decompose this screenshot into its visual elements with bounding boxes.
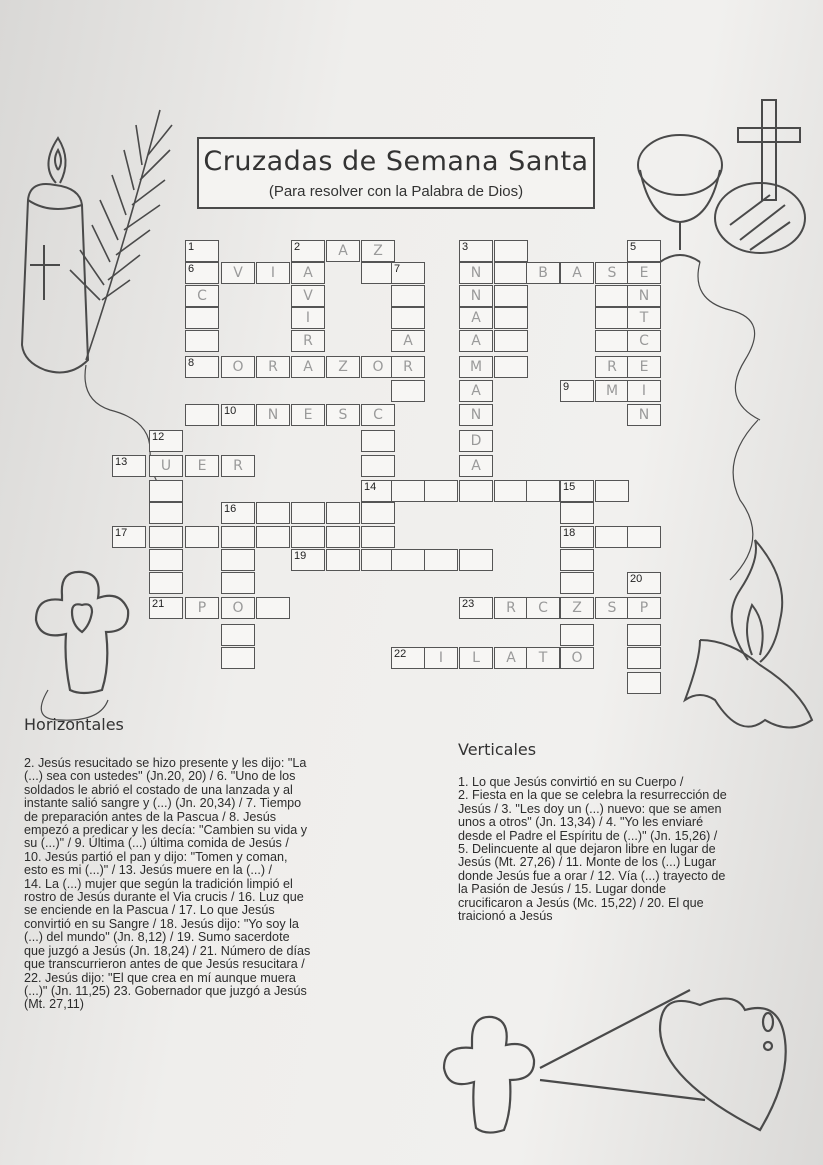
crossword-cell[interactable] [185,285,219,307]
crossword-cell[interactable] [149,549,183,571]
crossword-cell[interactable] [424,480,458,502]
crossword-cell[interactable] [459,549,493,571]
crossword-cell[interactable] [459,307,493,329]
crossword-cell[interactable] [361,526,395,548]
crossword-cell[interactable] [221,356,255,378]
crossword-cell[interactable] [112,455,146,477]
crossword-cell[interactable] [391,330,425,352]
crossword-cell[interactable] [221,404,255,426]
crossword-cell[interactable] [149,572,183,594]
pencil-letter: O [571,650,583,666]
crossword-cell[interactable] [627,262,661,284]
crossword-cell[interactable] [560,380,594,402]
cross-heart-bottom-icon [444,990,786,1133]
crossword-cell[interactable] [391,262,425,284]
crossword-cell[interactable] [459,480,493,502]
clue-number: 1 [188,241,195,253]
crossword-cell[interactable] [291,549,325,571]
pencil-letter: P [197,600,207,616]
crossword-cell[interactable] [595,380,629,402]
pencil-letter: I [438,650,444,666]
clue-number: 7 [394,263,401,275]
crossword-cell[interactable] [149,430,183,452]
crossword-cell[interactable] [221,597,255,619]
crossword-cell[interactable] [291,526,325,548]
pencil-letter: C [538,600,548,616]
crossword-cell[interactable] [595,480,629,502]
crossword-cell[interactable] [185,455,219,477]
crossword-cell[interactable] [494,480,528,502]
crossword-cell[interactable] [560,647,594,669]
crossword-cell[interactable] [149,480,183,502]
crossword-cell[interactable] [627,624,661,646]
crossword-cell[interactable] [185,404,219,426]
pencil-letter: I [270,265,276,281]
crossword-cell[interactable] [185,262,219,284]
crossword-cell[interactable] [560,480,594,502]
crossword-cell[interactable] [595,262,629,284]
pencil-letter: C [639,333,649,349]
pencil-letter: D [470,433,482,449]
pencil-letter: V [303,288,313,304]
crossword-cell[interactable] [459,380,493,402]
pencil-letter: A [471,333,481,349]
crossword-cell[interactable] [459,262,493,284]
crossword-cell[interactable] [459,240,493,262]
pencil-letter: L [472,650,480,666]
crossword-cell[interactable] [627,404,661,426]
verticales-clues: 1. Lo que Jesús convirtió en su Cuerpo / 2. Fiesta en la que se celebra la resurrección de Jesús / 3. "Les doy un (...) nuevo: que se amen unos a otros" (Jn. 13,34) / 4. "Yo les enviaré desde el Padre el Espíritu de (...)" (Jn. 15,26) / 5. Delincuente al que dejaron libre en lugar de Jesús (Mt. 27,26) / 11. Monte de los (...) Lugar donde Jesús fue a orar / 12. Vía (...) trayecto de la Pasión de Jesús / 15. Lugar donde crucificaron a Jesús (Mc. 15,22) / 20. El que traicionó a Jesús [458,775,727,924]
pencil-letter: O [232,600,244,616]
crossword-cell[interactable] [627,526,661,548]
pencil-letter: S [607,600,617,616]
crossword-cell[interactable] [560,526,594,548]
crossword-cell[interactable] [459,285,493,307]
pencil-letter: R [403,359,413,375]
pencil-letter: N [470,265,482,281]
crossword-cell[interactable] [391,480,425,502]
crossword-cell[interactable] [526,262,560,284]
crossword-cell[interactable] [560,572,594,594]
crossword-cell[interactable] [185,356,219,378]
clue-number: 9 [563,381,570,393]
pencil-letter: E [303,407,313,423]
clue-number: 6 [188,263,195,275]
crossword-cell[interactable] [326,356,360,378]
horizontales-clues: 2. Jesús resucitado se hizo presente y les dijo: "La (...) sea con ustedes" (Jn.20, 20) / 6. "Uno de los soldados le abrió el costado de una lanzada y al instante salió sangre y (...) (Jn. 20,34) / 7. Tiempo de preparación antes de la Pascua / 8. Jesús empezó a predicar y les decía: "Cambien su vida y su (...)" / 9. Última (...) última comida de Jesús / 10. Jesús partió el pan y dijo: "Tomen y coman, esto es mi (...)" / 13. Jesús muere en la (...) / 14. La (...) mujer que según la tradición limpió el rostro de Jesús durante el Via crucis / 16. Luz que se enciende en la Pascua / 17. Lo que Jesús convirtió en su Sangre / 18. Jesús dijo: "Yo soy la (...) del mundo" (Jn. 8,12) / 19. Sumo sacerdote que juzgó a Jesús (Jn. 18,24) / 21. Número de días que transcurrieron antes de que Jesús resucitara / 22. Jesús dijo: "El que crea en mí aunque muera (...)" (Jn. 11,25) 23. Gobernador que juzgó a Jesús (Mt. 27,11) [24,756,311,1012]
pencil-letter: N [638,407,650,423]
pencil-letter: R [233,458,243,474]
pencil-letter: O [232,359,244,375]
title-box [197,137,595,209]
clue-number: 20 [630,573,643,585]
crossword-cell[interactable] [149,597,183,619]
pencil-letter: A [303,265,313,281]
pencil-letter: O [372,359,384,375]
pencil-letter: R [268,359,278,375]
crossword-cell[interactable] [361,430,395,452]
crossword-cell[interactable] [221,549,255,571]
clue-number: 16 [224,503,237,515]
crossword-cell[interactable] [256,597,290,619]
crossword-cell[interactable] [185,526,219,548]
pencil-letter: A [471,383,481,399]
pencil-letter: A [403,333,413,349]
crossword-cell[interactable] [256,262,290,284]
crossword-cell[interactable] [459,430,493,452]
crossword-cell[interactable] [112,526,146,548]
pencil-letter: T [538,650,548,666]
crossword-cell[interactable] [595,526,629,548]
clue-number: 2 [294,241,301,253]
crossword-cell[interactable] [627,307,661,329]
pencil-letter: S [607,265,617,281]
pencil-letter: N [267,407,279,423]
crossword-cell[interactable] [291,240,325,262]
pencil-letter: N [470,288,482,304]
crossword-cell[interactable] [326,240,360,262]
crossword-cell[interactable] [627,330,661,352]
verticales-heading: Verticales [458,740,537,759]
crossword-cell[interactable] [595,356,629,378]
crossword-cell[interactable] [326,404,360,426]
pencil-letter: A [506,650,516,666]
crossword-cell[interactable] [391,647,425,669]
crossword-cell[interactable] [391,380,425,402]
crossword-cell[interactable] [424,647,458,669]
pencil-letter: N [470,407,482,423]
clue-number: 21 [152,598,165,610]
crossword-cell[interactable] [459,647,493,669]
pencil-letter: T [639,310,649,326]
pencil-letter: R [506,600,516,616]
pencil-letter: B [538,265,548,281]
pencil-letter: Z [572,600,582,616]
crossword-cell[interactable] [361,455,395,477]
pencil-letter: E [197,458,207,474]
crossword-cell[interactable] [595,307,629,329]
clue-number: 3 [462,241,469,253]
clue-number: 5 [630,241,637,253]
crossword-cell[interactable] [326,526,360,548]
crossword-cell[interactable] [149,455,183,477]
pencil-letter: S [338,407,348,423]
crossword-cell[interactable] [185,240,219,262]
clue-number: 18 [563,527,576,539]
crossword-cell[interactable] [391,356,425,378]
crossword-cell[interactable] [291,330,325,352]
crossword-cell[interactable] [526,480,560,502]
dove-flame-icon [685,540,812,728]
crossword-cell[interactable] [221,526,255,548]
crossword-cell[interactable] [494,356,528,378]
crossword-cell[interactable] [361,240,395,262]
crossword-cell[interactable] [459,356,493,378]
clue-number: 13 [115,456,128,468]
pencil-letter: E [639,265,649,281]
crossword-cell[interactable] [494,307,528,329]
crossword-cell[interactable] [627,647,661,669]
crossword-cell[interactable] [595,597,629,619]
crossword-cell[interactable] [221,624,255,646]
crossword-cell[interactable] [391,549,425,571]
pencil-letter: E [639,359,649,375]
crossword-cell[interactable] [361,480,395,502]
pencil-letter: U [160,458,172,474]
chalice-bread-cross-icon [638,100,805,420]
crossword-cell[interactable] [221,572,255,594]
crossword-cell[interactable] [459,455,493,477]
crossword-cell[interactable] [494,262,528,284]
pencil-letter: A [471,310,481,326]
crossword-cell[interactable] [326,549,360,571]
crossword-cell[interactable] [494,597,528,619]
pencil-letter: M [605,383,619,399]
pencil-letter: R [607,359,617,375]
crossword-cell[interactable] [185,330,219,352]
crossword-cell[interactable] [291,262,325,284]
crossword-cell[interactable] [459,597,493,619]
crossword-cell[interactable] [627,285,661,307]
pencil-letter: C [197,288,207,304]
crossword-cell[interactable] [361,356,395,378]
crossword-cell[interactable] [494,285,528,307]
crossword-cell[interactable] [291,307,325,329]
crossword-cell[interactable] [291,502,325,524]
clue-number: 22 [394,648,407,660]
crossword-cell[interactable] [494,330,528,352]
crossword-cell[interactable] [494,647,528,669]
crossword-cell[interactable] [627,356,661,378]
crossword-cell[interactable] [560,624,594,646]
crossword-cell[interactable] [526,647,560,669]
crossword-cell[interactable] [424,549,458,571]
crossword-cell[interactable] [595,285,629,307]
crossword-cell[interactable] [361,262,395,284]
pencil-letter: A [303,359,313,375]
cross-heart-icon [36,572,128,720]
clue-number: 23 [462,598,475,610]
crossword-cell[interactable] [221,455,255,477]
pencil-letter: M [469,359,483,375]
crossword-cell[interactable] [256,526,290,548]
pencil-letter: P [639,600,649,616]
crossword-cell[interactable] [185,597,219,619]
crossword-cell[interactable] [149,502,183,524]
crossword-cell[interactable] [560,597,594,619]
crossword-cell[interactable] [391,285,425,307]
clue-number: 17 [115,527,128,539]
crossword-cell[interactable] [391,307,425,329]
clue-number: 12 [152,431,165,443]
crossword-cell[interactable] [256,502,290,524]
pencil-letter: I [641,383,647,399]
pencil-letter: Z [338,359,348,375]
crossword-cell[interactable] [627,672,661,694]
crossword-cell[interactable] [560,502,594,524]
pencil-letter: C [373,407,383,423]
crossword-cell[interactable] [256,356,290,378]
pencil-letter: I [305,310,311,326]
crossword-cell[interactable] [459,404,493,426]
pencil-letter: N [638,288,650,304]
crossword-cell[interactable] [361,549,395,571]
crossword-cell[interactable] [560,262,594,284]
page-title: Cruzadas de Semana Santa [203,146,589,177]
crossword-cell[interactable] [627,240,661,262]
crossword-cell[interactable] [595,330,629,352]
pencil-letter: A [338,243,348,259]
crossword-cell[interactable] [526,597,560,619]
pencil-letter: R [303,333,313,349]
crossword-cell[interactable] [221,262,255,284]
crossword-cell[interactable] [361,404,395,426]
clue-number: 14 [364,481,377,493]
pencil-letter: Z [373,243,383,259]
crossword-cell[interactable] [256,404,290,426]
crossword-cell[interactable] [459,330,493,352]
candle-icon [22,138,88,372]
crossword-cell[interactable] [627,572,661,594]
crossword-cell[interactable] [560,549,594,571]
horizontales-heading: Horizontales [24,715,124,734]
clue-number: 15 [563,481,576,493]
crossword-cell[interactable] [494,240,528,262]
crossword-cell[interactable] [291,285,325,307]
crossword-cell[interactable] [291,356,325,378]
crossword-cell[interactable] [221,502,255,524]
page-subtitle: (Para resolver con la Palabra de Dios) [268,183,524,200]
crossword-cell[interactable] [221,647,255,669]
pencil-letter: V [233,265,243,281]
crossword-cell[interactable] [627,380,661,402]
clue-number: 10 [224,405,237,417]
crossword-cell[interactable] [326,502,360,524]
crossword-cell[interactable] [291,404,325,426]
pencil-letter: A [471,458,481,474]
crossword-cell[interactable] [149,526,183,548]
crossword-cell[interactable] [627,597,661,619]
clue-number: 8 [188,357,195,369]
pencil-letter: A [572,265,582,281]
clue-number: 19 [294,550,307,562]
crossword-cell[interactable] [185,307,219,329]
crossword-cell[interactable] [361,502,395,524]
